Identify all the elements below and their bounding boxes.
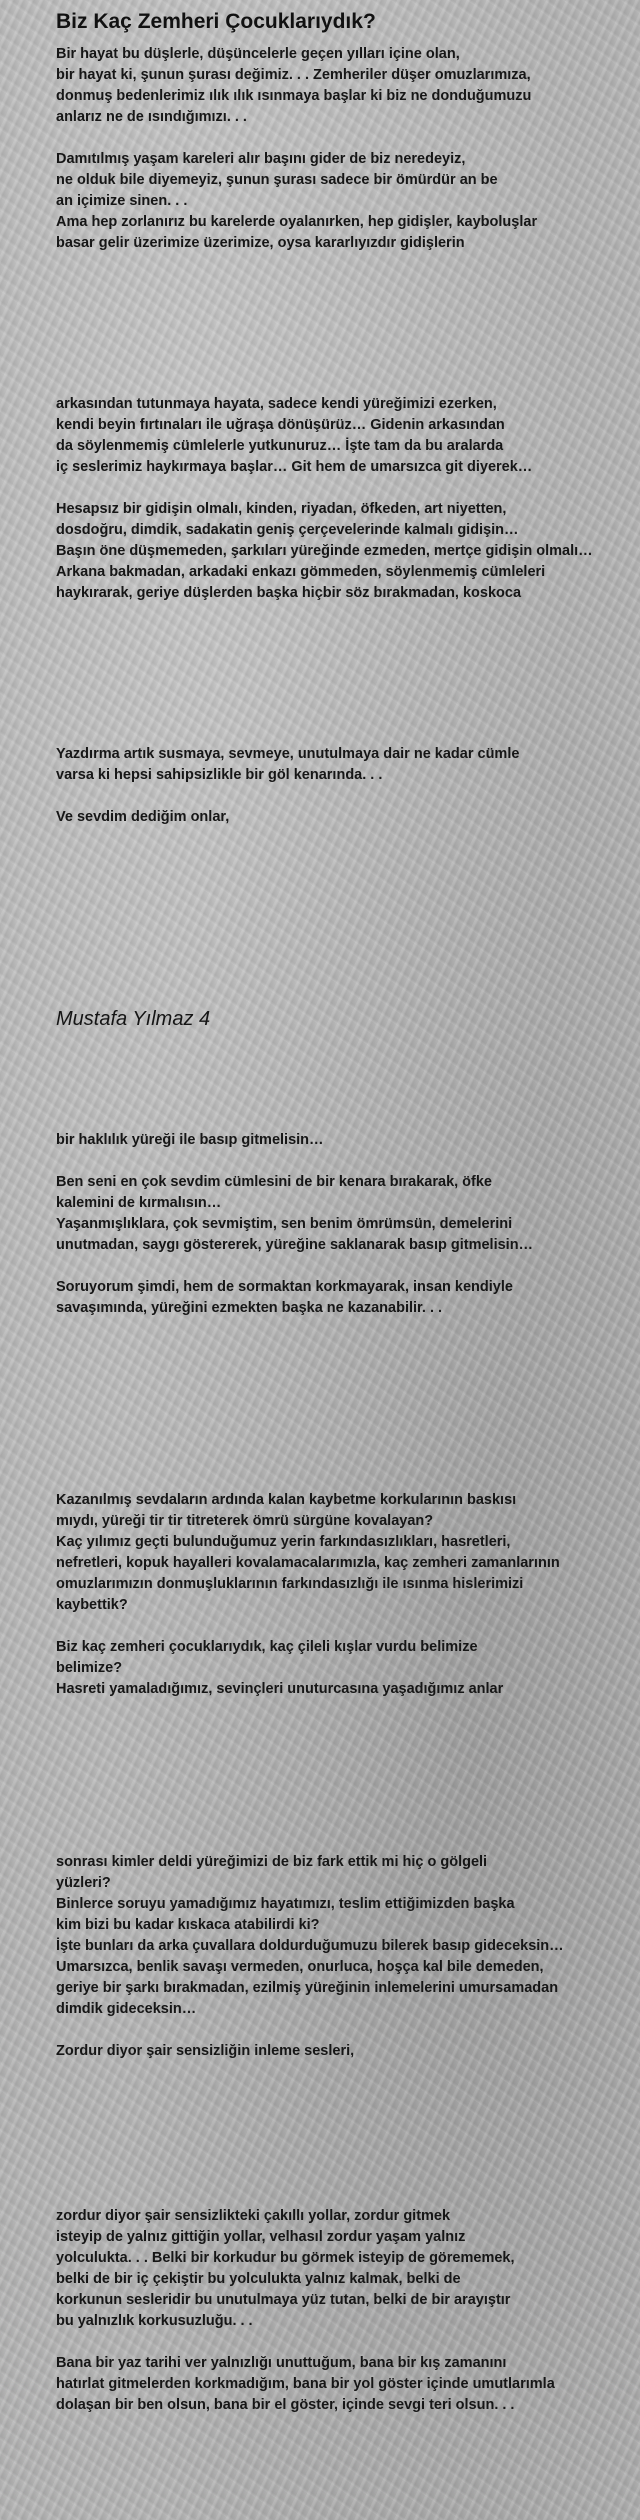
poem-line: korkunun sesleridir bu unutulmaya yüz tutan, belki de bir arayıştır (56, 2292, 511, 2308)
poem-line: mıydı, yüreği tir tir titreterek ömrü sürgüne kovalayan? (56, 1513, 434, 1529)
poem-line: Hesapsız bir gidişin olmalı, kinden, riyadan, öfkeden, art niyetten, (56, 501, 507, 517)
poem-line: Zordur diyor şair sensizliğin inleme sesleri, (56, 2043, 355, 2059)
poem-line: Başın öne düşmemeden, şarkıları yüreğinde ezmeden, mertçe gidişin olmalı… (56, 543, 593, 559)
poem-line: yüzleri? (56, 1875, 111, 1891)
poem-title: Biz Kaç Zemheri Çocuklarıydık? (56, 10, 376, 33)
author-signature: Mustafa Yılmaz 4 (56, 1008, 211, 1030)
poem-line: da söylenmemiş cümlelerle yutkunuruz… İşte tam da bu aralarda (56, 438, 504, 454)
poem-line: belimize? (56, 1660, 123, 1676)
poem-line: Kaç yılımız geçti bulunduğumuz yerin farkındasızlıkları, hasretleri, (56, 1534, 511, 1550)
poem-line: varsa ki hepsi sahipsizlikle bir göl kenarında. . . (56, 767, 383, 783)
poem-line: arkasından tutunmaya hayata, sadece kendi yüreğimizi ezerken, (56, 396, 497, 412)
poem-line: dimdik gideceksin… (56, 2001, 197, 2017)
poem-line: Binlerce soruyu yamadığımız hayatımızı, teslim ettiğimizden başka (56, 1896, 515, 1912)
poem-line: Damıtılmış yaşam kareleri alır başını gider de biz neredeyiz, (56, 151, 466, 167)
poem-line: anlarız ne de ısındığımızı. . . (56, 109, 247, 125)
poem-line: bu yalnızlık korkusuzluğu. . . (56, 2313, 253, 2329)
poem-line: Ve sevdim dediğim onlar, (56, 809, 230, 825)
poem-line: basar gelir üzerimize üzerimize, oysa kararlıyızdır gidişlerin (56, 235, 465, 251)
poem-line: geriye bir şarkı bırakmadan, ezilmiş yüreğinin inlemelerini umursamadan (56, 1980, 559, 1996)
poem-line: yolculukta. . . Belki bir korkudur bu görmek isteyip de görememek, (56, 2250, 515, 2266)
poem-line: bir haklılık yüreği ile basıp gitmelisin… (56, 1132, 324, 1148)
poem-line: Umarsızca, benlik savaşı vermeden, onurluca, hoşça kal bile demeden, (56, 1959, 544, 1975)
poem-line: Hasreti yamaladığımız, sevinçleri unuturcasına yaşadığımız anlar (56, 1681, 504, 1697)
poem-line: Biz kaç zemheri çocuklarıydık, kaç çileli kışlar vurdu belimize (56, 1639, 478, 1655)
poem-line: donmuş bedenlerimiz ılık ılık ısınmaya başlar ki biz ne donduğumuzu (56, 88, 532, 104)
poem-line: Yaşanmışlıklara, çok sevmiştim, sen benim ömrümsün, demelerini (56, 1216, 513, 1232)
poem-line: zordur diyor şair sensizlikteki çakıllı yollar, zordur gitmek (56, 2208, 451, 2224)
poem-line: dosdoğru, dimdik, sadakatin geniş çerçevelerinde kalmalı gidişin… (56, 522, 519, 538)
poem-line: kalemini de kırmalısın… (56, 1195, 222, 1211)
poem-line: bir hayat ki, şunun şurası değimiz. . . Zemheriler düşer omuzlarımıza, (56, 67, 531, 83)
poem-line: Yazdırma artık susmaya, sevmeye, unutulmaya dair ne kadar cümle (56, 746, 520, 762)
poem-line: Soruyorum şimdi, hem de sormaktan korkmayarak, insan kendiyle (56, 1279, 513, 1295)
poem-line: sonrası kimler deldi yüreğimizi de biz fark ettik mi hiç o gölgeli (56, 1854, 488, 1870)
poem-line: kendi beyin fırtınaları ile uğraşa dönüşürüz… Gidenin arkasından (56, 417, 505, 433)
poem-line: haykırarak, geriye düşlerden başka hiçbir söz bırakmadan, koskoca (56, 585, 522, 601)
poem-line: Bir hayat bu düşlerle, düşüncelerle geçen yılları içine olan, (56, 46, 460, 62)
poem-line: isteyip de yalnız gittiğin yollar, velhasıl zordur yaşam yalnız (56, 2229, 466, 2245)
poem-line: Bana bir yaz tarihi ver yalnızlığı unuttuğum, bana bir kış zamanını (56, 2355, 507, 2371)
poem-line: Arkana bakmadan, arkadaki enkazı gömmeden, söylenmemiş cümleleri (56, 564, 546, 580)
poem-line: an içimize sinen. . . (56, 193, 188, 209)
poem-line: hatırlat gitmelerden korkmadığım, bana bir yol göster içinde umutlarımla (56, 2376, 555, 2392)
poem-line: savaşımında, yüreğini ezmekten başka ne kazanabilir. . . (56, 1300, 443, 1316)
poem-line: Ama hep zorlanırız bu karelerde oyalanırken, hep gidişler, kayboluşlar (56, 214, 538, 230)
poem-line: ne olduk bile diyemeyiz, şunun şurası sadece bir ömürdür an be (56, 172, 498, 188)
poem-line: Kazanılmış sevdaların ardında kalan kaybetme korkularının baskısı (56, 1492, 517, 1508)
poem-line: unutmadan, saygı göstererek, yüreğine saklanarak basıp gitmelisin… (56, 1237, 534, 1253)
poem-line: kim bizi bu kadar kıskaca atabilirdi ki? (56, 1917, 320, 1933)
poem-line: nefretleri, kopuk hayalleri kovalamacalarımızla, kaç zemheri zamanlarının (56, 1555, 560, 1571)
poem-line: iç seslerimiz haykırmaya başlar… Git hem de umarsızca git diyerek… (56, 459, 533, 475)
poem-line: Ben seni en çok sevdim cümlesini de bir kenara bırakarak, öfke (56, 1174, 492, 1190)
poem-line: kaybettik? (56, 1597, 128, 1613)
poem-line: İşte bunları da arka çuvallara doldurduğumuzu bilerek basıp gideceksin… (56, 1938, 564, 1954)
poem-line: belki de bir iç çekiştir bu yolculukta yalnız kalmak, belki de (56, 2271, 461, 2287)
poem-line: dolaşan bir ben olsun, bana bir el göster, içinde sevgi teri olsun. . . (56, 2397, 515, 2413)
poem-line: omuzlarımızın donmuşluklarının farkındasızlığı ile ısınma hislerimizi (56, 1576, 524, 1592)
